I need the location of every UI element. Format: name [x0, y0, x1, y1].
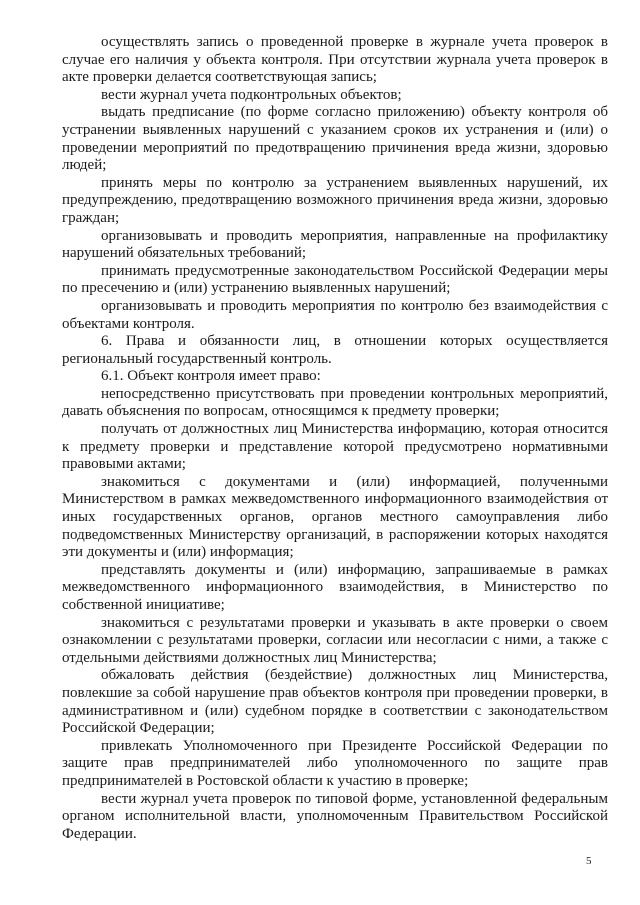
document-body [62, 34, 608, 843]
paragraph: непосредственно присутствовать при проведении контрольных мероприятий, давать объяснения по вопросам, относящимся к предмету проверки; [62, 385, 608, 420]
paragraph: выдать предписание (по форме согласно приложению) объекту контроля об устранении выявленных нарушений с указанием сроков их устранения и (или) о проведении мероприятий по предотвращению причинения вреда жизни, здоровью людей; [62, 104, 608, 174]
paragraph: принять меры по контролю за устранением выявленных нарушений, их предупреждению, предотвращению возможного причинения вреда жизни, здоровью граждан; [62, 174, 608, 226]
paragraph: знакомиться с результатами проверки и указывать в акте проверки о своем ознакомлении с результатами проверки, согласии или несогласии с ними, а также с отдельными действиями должностных лиц Министерства; [62, 614, 608, 666]
paragraph: представлять документы и (или) информацию, запрашиваемые в рамках межведомственного информационного взаимодействия, в Министерство по собственной инициативе; [62, 561, 608, 613]
paragraph: знакомиться с документами и (или) информацией, полученными Министерством в рамках межведомственного информационного взаимодействия от иных государственных органов, органов местного самоуправления либо подведомственных Министерству организаций, в распоряжении которых находятся эти документы и (или) информация; [62, 473, 608, 561]
paragraph: привлекать Уполномоченного при Президенте Российской Федерации по защите прав предпринимателей либо уполномоченного по защите прав предпринимателей в Ростовской области к участию в проверке; [62, 737, 608, 789]
paragraph: получать от должностных лиц Министерства информацию, которая относится к предмету проверки и представление которой предусмотрено нормативными правовыми актами; [62, 421, 608, 473]
paragraph: вести журнал учета проверок по типовой форме, установленной федеральным органом исполнительной власти, уполномоченным Правительством Российской Федерации. [62, 790, 608, 842]
paragraph: организовывать и проводить мероприятия, направленные на профилактику нарушений обязательных требований; [62, 227, 608, 262]
paragraph: организовывать и проводить мероприятия по контролю без взаимодействия с объектами контроля. [62, 297, 608, 332]
page-number: 5 [586, 855, 592, 867]
paragraph: обжаловать действия (бездействие) должностных лиц Министерства, повлекшие за собой нарушение прав объектов контроля при проведении проверки, в административном и (или) судебном порядке в соответствии с законодательством Российской Федерации; [62, 667, 608, 737]
paragraph: принимать предусмотренные законодательством Российской Федерации меры по пресечению и (или) устранению выявленных нарушений; [62, 262, 608, 297]
paragraph: осуществлять запись о проведенной проверке в журнале учета проверок в случае его наличия у объекта контроля. При отсутствии журнала учета проверок в акте проверки делается соответствующая запись; [62, 34, 608, 86]
section-heading: 6. Права и обязанности лиц, в отношении которых осуществляется региональный государственный контроль. [62, 333, 608, 367]
subsection-heading: 6.1. Объект контроля имеет право: [101, 368, 321, 385]
paragraph: вести журнал учета подконтрольных объектов; [101, 86, 402, 103]
